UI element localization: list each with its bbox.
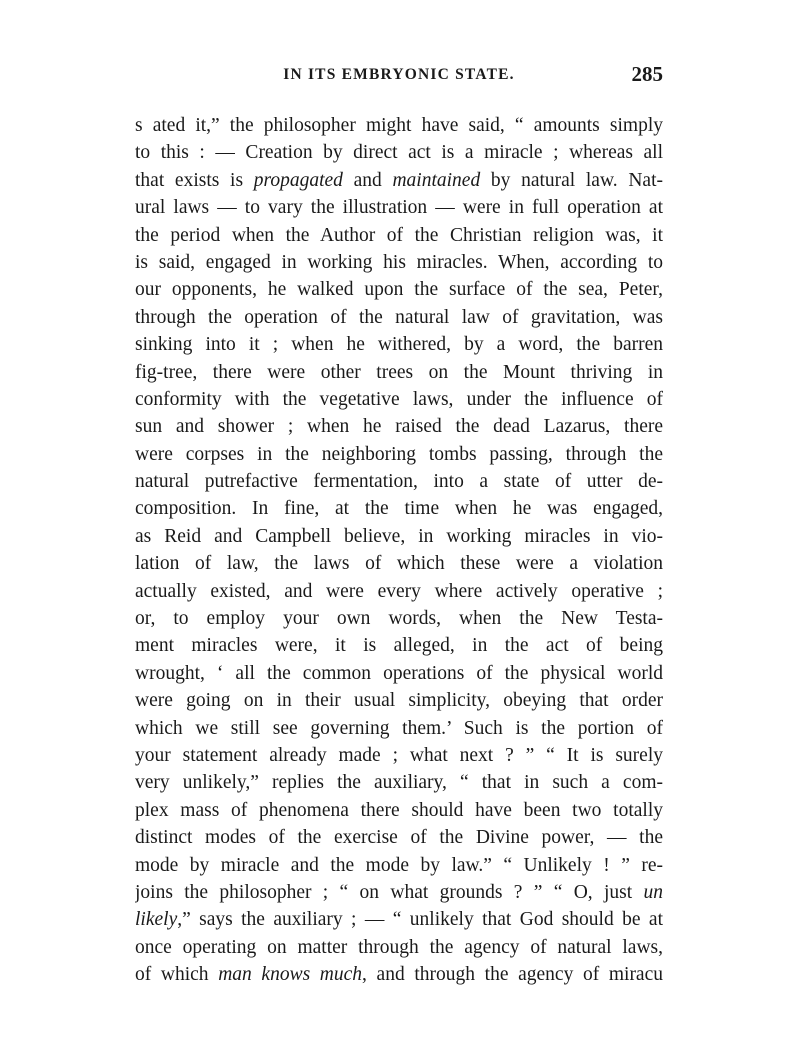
text-run: fig-tree, there were other trees on the Mount thriving in [135, 361, 663, 383]
text-line [135, 660, 663, 687]
text-run: composition. In fine, at the time when he was engaged, [135, 498, 663, 520]
text-run: plex mass of phenomena there should have been two totally [135, 799, 663, 821]
text-run: through the operation of the natural law of gravitation, was [135, 306, 663, 328]
text-run: s ated it,” the philosopher might have said, “ amounts simply [135, 115, 663, 136]
text-run: ,” says the auxiliary ; — “ unlikely that God should be at [177, 909, 663, 931]
text-line [135, 139, 663, 166]
text-line [135, 441, 663, 468]
text-line [135, 194, 663, 221]
text-line [135, 222, 663, 249]
text-run: ural laws — to vary the illustration — were in full operation at [135, 197, 663, 219]
text-run: sinking into it ; when he withered, by a word, the barren [135, 334, 663, 356]
text-line [135, 413, 663, 440]
text-run: by natural law. Nat- [480, 169, 663, 191]
page-number: 285 [631, 62, 663, 86]
text-line [135, 879, 663, 906]
text-run: is said, engaged in working his miracles. When, according to [135, 251, 663, 273]
text-run: lation of law, the laws of which these were a violation [135, 553, 663, 575]
text-run: actually existed, and were every where actively operative ; [135, 580, 663, 602]
text-run: sun and shower ; when he raised the dead Lazarus, there [135, 416, 663, 438]
text-line [135, 468, 663, 495]
text-line [135, 824, 663, 851]
text-run: your statement already made ; what next ? ” “ It is surely [135, 744, 663, 766]
text-line [135, 331, 663, 358]
text-run: ment miracles were, it is alleged, in the act of being [135, 635, 663, 657]
text-run: , and through the agency of miracu [362, 964, 663, 986]
text-run: conformity with the vegetative laws, under the influence of [135, 388, 663, 410]
text-line [135, 495, 663, 522]
text-run: our opponents, he walked upon the surface of the sea, Peter, [135, 279, 663, 301]
text-line [135, 934, 663, 961]
text-line [135, 304, 663, 331]
text-line [135, 386, 663, 413]
text-run: and [342, 169, 393, 191]
text-line [135, 852, 663, 879]
italic-text-run: un [643, 881, 663, 903]
text-run: distinct modes of the exercise of the Divine power, — the [135, 827, 663, 849]
text-line [135, 769, 663, 796]
italic-text-run: maintained [392, 169, 481, 191]
text-line [135, 359, 663, 386]
text-line [135, 578, 663, 605]
running-head [135, 62, 663, 92]
body-text [135, 112, 663, 989]
text-line [135, 550, 663, 577]
text-line [135, 715, 663, 742]
text-run: which we still see governing them.’ Such is the portion of [135, 717, 663, 739]
text-line [135, 961, 663, 988]
text-line [135, 605, 663, 632]
running-title: IN ITS EMBRYONIC STATE. [283, 66, 515, 83]
text-line [135, 797, 663, 824]
text-line [135, 906, 663, 933]
text-line [135, 276, 663, 303]
text-run: once operating on matter through the agency of natural laws, [135, 936, 663, 958]
text-run: very unlikely,” replies the auxiliary, “ that in such a com- [135, 772, 663, 794]
italic-text-run: propagated [253, 169, 343, 191]
text-line [135, 249, 663, 276]
text-run: were going on in their usual simplicity, obeying that order [135, 690, 663, 712]
text-run: wrought, ‘ all the common operations of the physical world [135, 662, 663, 684]
text-run: or, to employ your own words, when the New Testa- [135, 608, 663, 630]
text-line [135, 112, 663, 139]
text-run: were corpses in the neighboring tombs passing, through the [135, 443, 663, 465]
text-line [135, 167, 663, 194]
text-run: that exists is [135, 169, 254, 191]
text-run: of which [135, 964, 219, 986]
text-run: mode by miracle and the mode by law.” “ Unlikely ! ” re- [135, 854, 663, 876]
text-run: natural putrefactive fermentation, into a state of utter de- [135, 471, 663, 493]
text-line [135, 742, 663, 769]
text-run: to this : — Creation by direct act is a miracle ; whereas all [135, 142, 663, 164]
text-line [135, 687, 663, 714]
text-run: the period when the Author of the Christian religion was, it [135, 224, 663, 246]
text-line [135, 632, 663, 659]
text-run: joins the philosopher ; “ on what grounds ? ” “ O, just [135, 881, 644, 903]
italic-text-run: man knows much [218, 964, 363, 986]
italic-text-run: likely [135, 909, 178, 931]
text-run: as Reid and Campbell believe, in working miracles in vio- [135, 525, 663, 547]
text-line [135, 523, 663, 550]
